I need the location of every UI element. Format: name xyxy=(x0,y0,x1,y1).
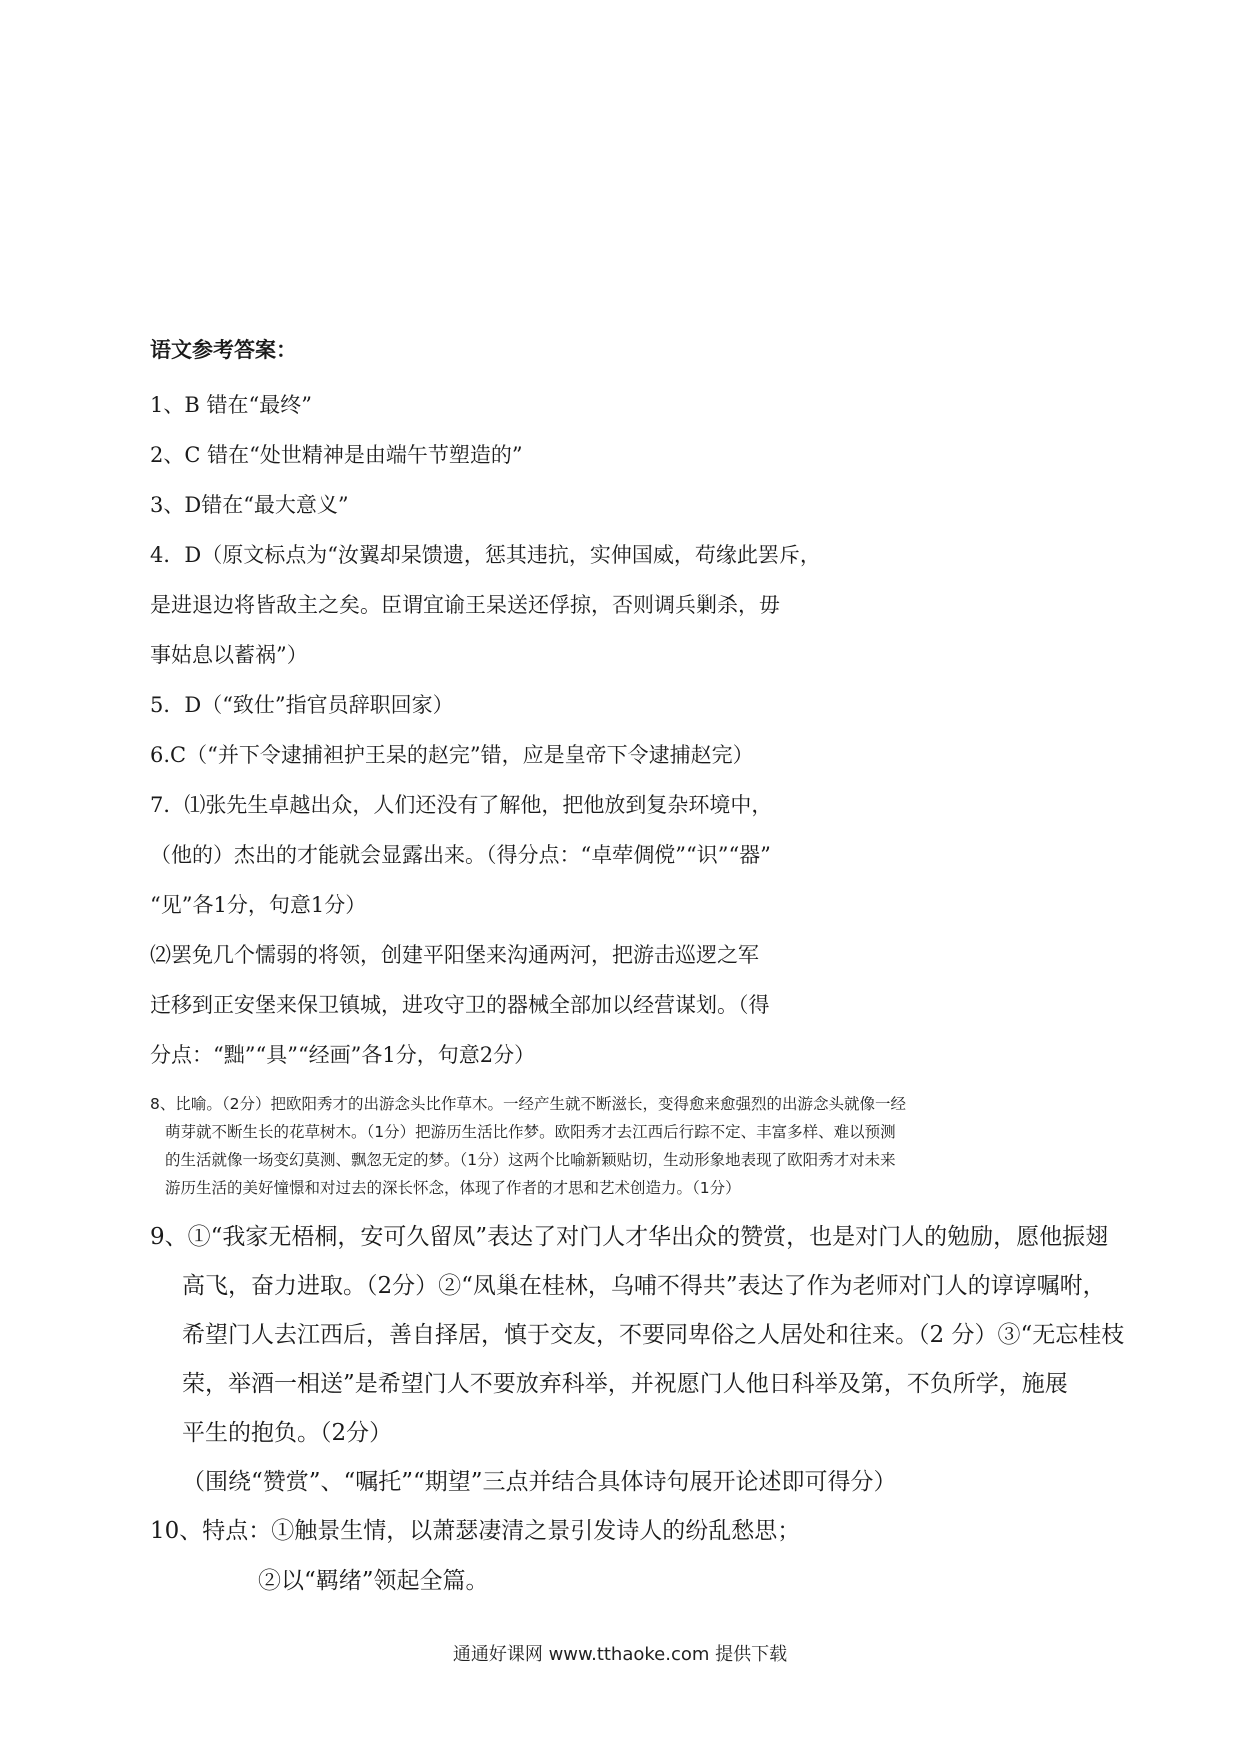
answer-2: 2、C 错在“处世精神是由端午节塑造的” xyxy=(150,443,523,467)
answer-10-line-1: 10、特点：①触景生情，以萧瑟凄清之景引发诗人的纷乱愁思； xyxy=(150,1518,801,1544)
answer-9-line-5: 平生的抱负。（2分） xyxy=(182,1420,393,1446)
answer-9-line-3: 希望门人去江西后，善自择居，慎于交友，不要同卑俗之人居处和往来。（2 分）③“无忘桂枝 xyxy=(182,1322,1125,1348)
answer-4-line-1: 4．D（原文标点为“汝翼却杲馈遗，惩其违抗，实伸国威，苟缘此罢斥， xyxy=(150,543,821,567)
answer-8-line-1: 8、比喻。（2分）把欧阳秀才的出游念头比作草木。一经产生就不断滋长，变得愈来愈强烈的出游念头就像一经 xyxy=(150,1095,906,1113)
answer-7-line-6: 分点：“黜”“具”“经画”各1分，句意2分） xyxy=(150,1043,536,1067)
page-footer: 通通好课网 www.tthaoke.com 提供下载 xyxy=(452,1644,788,1665)
answer-9-line-1: 9、①“我家无梧桐，安可久留凤”表达了对门人才华出众的赞赏，也是对门人的勉励，愿他振翅 xyxy=(150,1224,1109,1250)
answer-7-line-3: “见”各1分，句意1分） xyxy=(150,893,367,917)
answer-7-line-1: 7．⑴张先生卓越出众，人们还没有了解他，把他放到复杂环境中， xyxy=(150,793,773,817)
answer-4-line-3: 事姑息以蓄祸”） xyxy=(150,643,308,667)
answer-6: 6.C（“并下令逮捕袒护王杲的赵完”错，应是皇帝下令逮捕赵完） xyxy=(150,743,754,767)
answer-7-line-4: ⑵罢免几个懦弱的将领，创建平阳堡来沟通两河，把游击巡逻之军 xyxy=(150,943,759,967)
answer-7-line-2: （他的）杰出的才能就会显露出来。（得分点：“卓荦倜傥”“识”“器” xyxy=(150,843,771,867)
answer-7-line-5: 迁移到正安堡来保卫镇城，进攻守卫的器械全部加以经营谋划。（得 xyxy=(150,993,770,1017)
answer-9-note: （围绕“赞赏”、“嘱托”“期望”三点并结合具体诗句展开论述即可得分） xyxy=(182,1469,897,1495)
answer-3: 3、D错在“最大意义” xyxy=(150,493,349,517)
answer-5: 5．D（“致仕”指官员辞职回家） xyxy=(150,693,454,717)
answer-8-line-3: 的生活就像一场变幻莫测、飘忽无定的梦。（1分）这两个比喻新颖贴切，生动形象地表现了欧阳秀才对未来 xyxy=(165,1151,896,1169)
answer-10-line-2: ②以“羁绪”领起全篇。 xyxy=(258,1568,489,1594)
answer-9-line-2: 高飞，奋力进取。（2分）②“凤巢在桂林，乌哺不得共”表达了作为老师对门人的谆谆嘱咐， xyxy=(182,1273,1106,1299)
answer-8-line-2: 萌芽就不断生长的花草树木。（1分）把游历生活比作梦。欧阳秀才去江西后行踪不定、丰富多样、难以预测 xyxy=(165,1123,896,1141)
answer-1: 1、B 错在“最终” xyxy=(150,393,312,417)
answer-8-line-4: 游历生活的美好憧憬和对过去的深长怀念，体现了作者的才思和艺术创造力。（1分） xyxy=(165,1179,741,1197)
document-title: 语文参考答案： xyxy=(150,337,297,362)
answer-9-line-4: 荣，举酒一相送”是希望门人不要放弃科举，并祝愿门人他日科举及第，不负所学，施展 xyxy=(182,1371,1068,1397)
answer-4-line-2: 是进退边将皆敌主之矣。臣谓宜谕王杲送还俘掠，否则调兵剿杀，毋 xyxy=(150,593,780,617)
